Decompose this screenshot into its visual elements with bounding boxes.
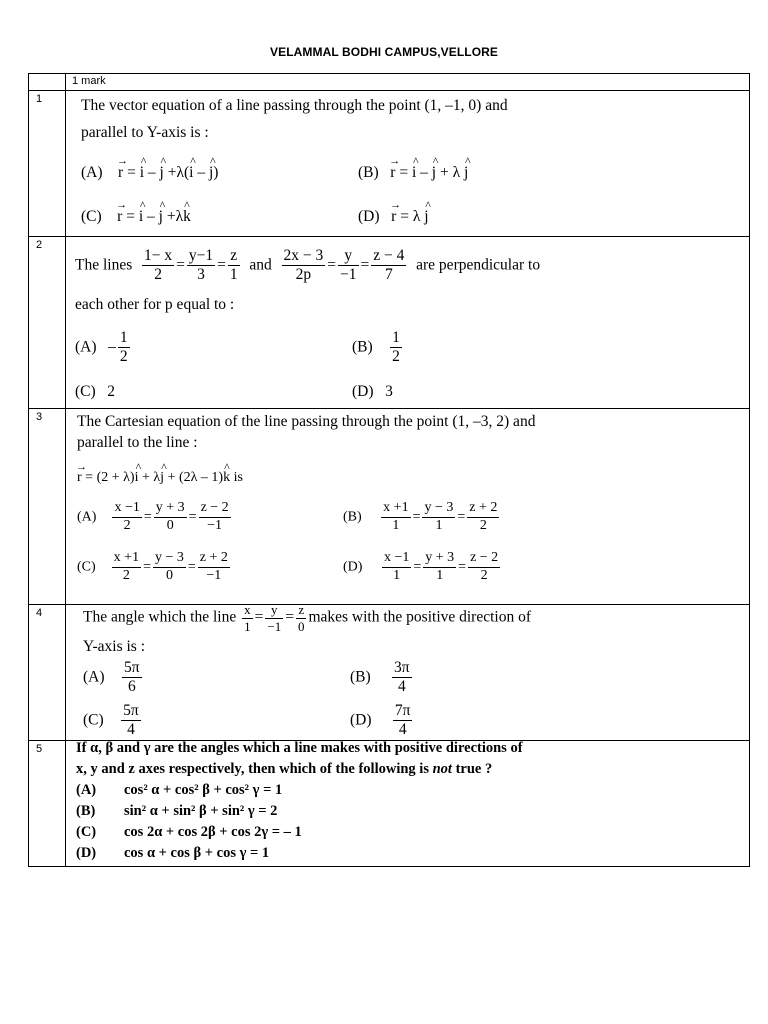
option-c: (C) $\frac{5\pi}{4}$ <box>83 702 139 739</box>
option-d: (D) $\frac{x -1}{1}$ = $\frac{y + 3}{1}$ = $\frac{z - 2}{2}$ <box>343 550 499 583</box>
option-c-label: (C) <box>76 824 97 840</box>
option-a: (A) – $\frac{1}{2}$ <box>75 329 128 366</box>
question-text: parallel to Y-axis is : <box>81 124 209 141</box>
column-divider <box>65 73 66 867</box>
option-a: (A) $\frac{x -1}{2}$ = $\frac{y + 3}{0}$ = $\frac{z - 2}{-1}$ <box>77 500 229 533</box>
table-border-right <box>749 73 750 867</box>
question-text: each other for p equal to : <box>75 296 235 313</box>
question-text: parallel to the line : <box>77 434 198 451</box>
line-equation: → r = (2 + λ)^ i + λ^ j + (2λ – 1)^ k is <box>77 471 243 485</box>
option-b-text: sin² α + sin² β + sin² γ = 2 <box>124 803 278 819</box>
option-d: (D) 3 <box>352 383 393 400</box>
question-text: The vector equation of a line passing through the point (1, –1, 0) and <box>81 97 508 114</box>
option-c: (C) 2 <box>75 383 116 400</box>
table-border-bottom <box>28 866 750 867</box>
row-divider <box>28 236 750 237</box>
question-text: The angle which the line $\frac{x}{1}$ = $\frac{y}{-1}$ = $\frac{z}{0}$ makes with the positive direction of <box>83 602 532 634</box>
option-d-text: cos α + cos β + cos γ = 1 <box>124 845 270 861</box>
question-number: 3 <box>36 411 43 423</box>
option-a: (A) → r = ^ i – ^ j +λ(^ i – ^ j) <box>81 165 218 181</box>
option-c: (C) $\frac{x +1}{2}$ = $\frac{y - 3}{0}$ = $\frac{z + 2}{-1}$ <box>77 550 228 583</box>
question-number: 2 <box>36 239 43 251</box>
option-b: (B) $\frac{3\pi}{4}$ <box>350 659 410 696</box>
question-text: Y-axis is : <box>83 638 145 655</box>
option-b: (B) $\frac{x +1}{1}$ = $\frac{y - 3}{1}$ = $\frac{z + 2}{2}$ <box>343 500 498 533</box>
question-number: 1 <box>36 93 43 105</box>
option-b-label: (B) <box>76 803 96 819</box>
option-b: (B) $\frac{1}{2}$ <box>352 329 400 366</box>
question-number: 5 <box>36 743 43 755</box>
option-d-label: (D) <box>76 845 97 861</box>
row-divider <box>28 90 750 91</box>
question-text: The Cartesian equation of the line passing through the point (1, –3, 2) and <box>77 413 536 430</box>
question-number: 4 <box>36 607 43 619</box>
option-c-text: cos 2α + cos 2β + cos 2γ = – 1 <box>124 824 302 840</box>
table-border-top <box>28 73 750 74</box>
option-b: (B) → r = ^ i – ^ j + λ ^ j <box>358 165 468 181</box>
school-header: VELAMMAL BODHI CAMPUS,VELLORE <box>269 45 499 59</box>
option-d: (D) → r = λ ^ j <box>358 209 429 225</box>
question-text: If α, β and γ are the angles which a line makes with positive directions of <box>76 740 523 756</box>
option-d: (D) $\frac{7\pi}{4}$ <box>350 702 411 739</box>
option-a-label: (A) <box>76 782 97 798</box>
option-a-text: cos² α + cos² β + cos² γ = 1 <box>124 782 283 798</box>
option-c: (C) → r = ^ i – ^ j +λ^ k <box>81 209 191 225</box>
table-border-left <box>28 73 29 867</box>
option-a: (A) $\frac{5\pi}{6}$ <box>83 659 140 696</box>
question-text: x, y and z axes respectively, then which of the following is not true ? <box>76 761 493 777</box>
mark-label: 1 mark <box>72 75 106 87</box>
question-text: The lines $\frac{1- x}{2}$ = $\frac{y-1}{3}$ = $\frac{z}{1}$ and $\frac{2x - 3}{2p}$ = $\frac{y}{-1}$ = $\frac{z - 4}{7}$ are perpendicular to <box>75 247 541 284</box>
not-emphasis: not <box>432 761 452 777</box>
row-divider <box>28 408 750 409</box>
